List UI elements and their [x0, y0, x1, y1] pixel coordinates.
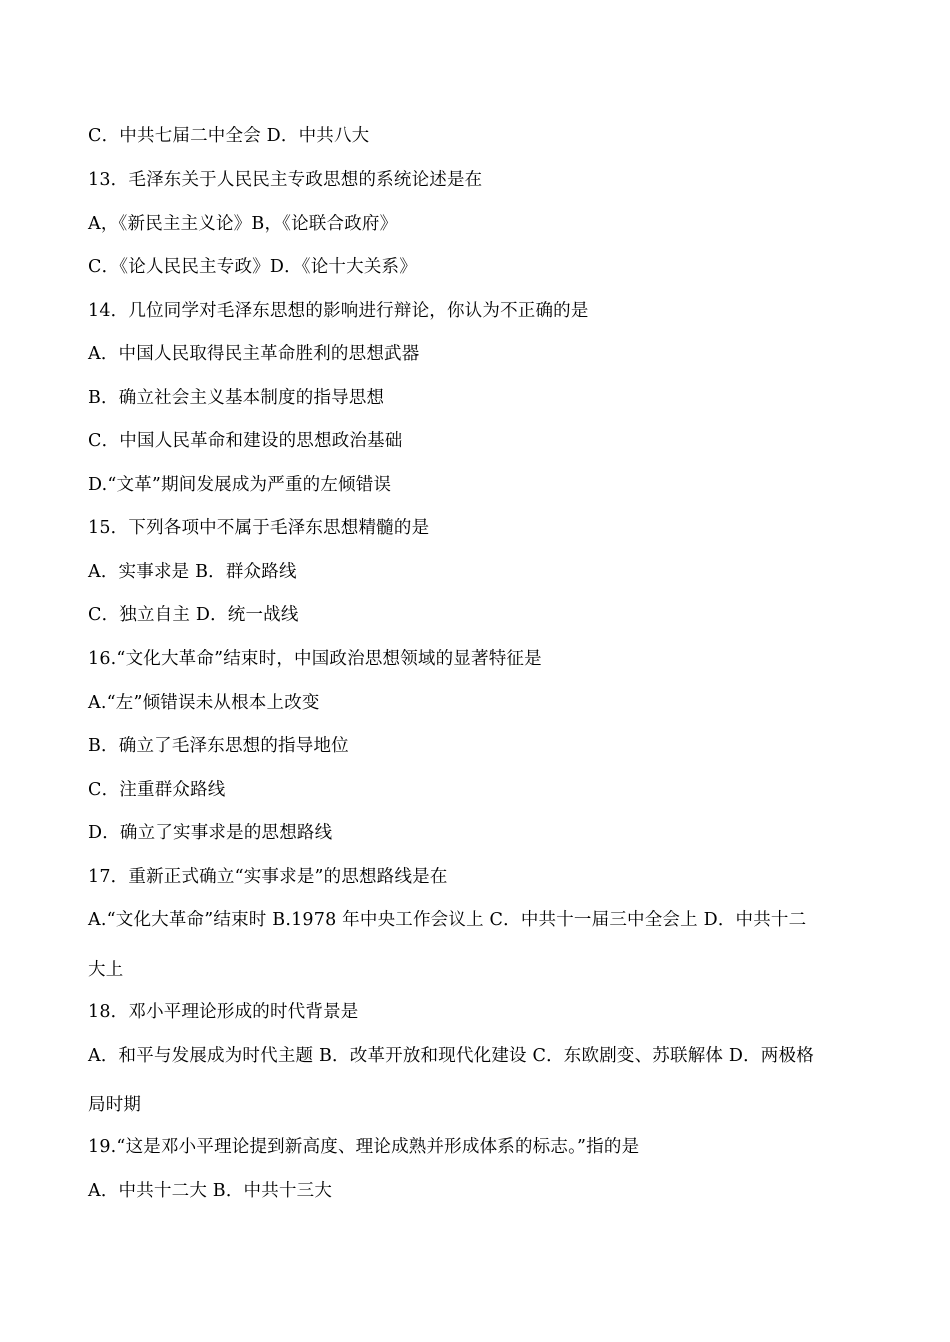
option-line-continued: 局时期: [88, 1095, 142, 1115]
option-line: A．和平与发展成为时代主题 B．改革开放和现代化建设 C．东欧剧变、苏联解体 D．两极格: [88, 1046, 814, 1066]
option-line: A，《新民主主义论》B，《论联合政府》: [88, 214, 398, 234]
question-16: 16.“文化大革命”结束时，中国政治思想领域的显著特征是: [88, 649, 542, 669]
option-line: A．中国人民取得民主革命胜利的思想武器: [88, 344, 420, 364]
option-line: D．确立了实事求是的思想路线: [88, 823, 333, 843]
question-15: 15．下列各项中不属于毛泽东思想精髓的是: [88, 518, 430, 538]
option-line-continued: 大上: [88, 960, 124, 980]
question-18: 18．邓小平理论形成的时代背景是: [88, 1002, 359, 1022]
option-line: C．注重群众路线: [88, 780, 226, 800]
question-19: 19.“这是邓小平理论提到新高度、理论成熟并形成体系的标志。”指的是: [88, 1137, 640, 1157]
option-line: C．独立自主 D．统一战线: [88, 605, 299, 625]
option-line: D.“文革”期间发展成为严重的左倾错误: [88, 475, 392, 495]
option-line: A．实事求是 B．群众路线: [88, 562, 297, 582]
question-17: 17．重新正式确立“实事求是”的思想路线是在: [88, 867, 448, 887]
option-line: B．确立了毛泽东思想的指导地位: [88, 736, 349, 756]
option-line: A.“左”倾错误未从根本上改变: [88, 693, 320, 713]
question-14: 14．几位同学对毛泽东思想的影响进行辩论，你认为不正确的是: [88, 301, 589, 321]
option-line: C．中共七届二中全会 D．中共八大: [88, 126, 370, 146]
question-13: 13．毛泽东关于人民民主专政思想的系统论述是在: [88, 170, 483, 190]
option-line: B．确立社会主义基本制度的指导思想: [88, 388, 385, 408]
option-line: A．中共十二大 B．中共十三大: [88, 1181, 333, 1201]
option-line: A.“文化大革命”结束时 B.1978 年中央工作会议上 C．中共十一届三中全会上 D．中共十二: [88, 910, 807, 930]
option-line: C．《论人民民主专政》D．《论十大关系》: [88, 257, 417, 277]
option-line: C．中国人民革命和建设的思想政治基础: [88, 431, 403, 451]
